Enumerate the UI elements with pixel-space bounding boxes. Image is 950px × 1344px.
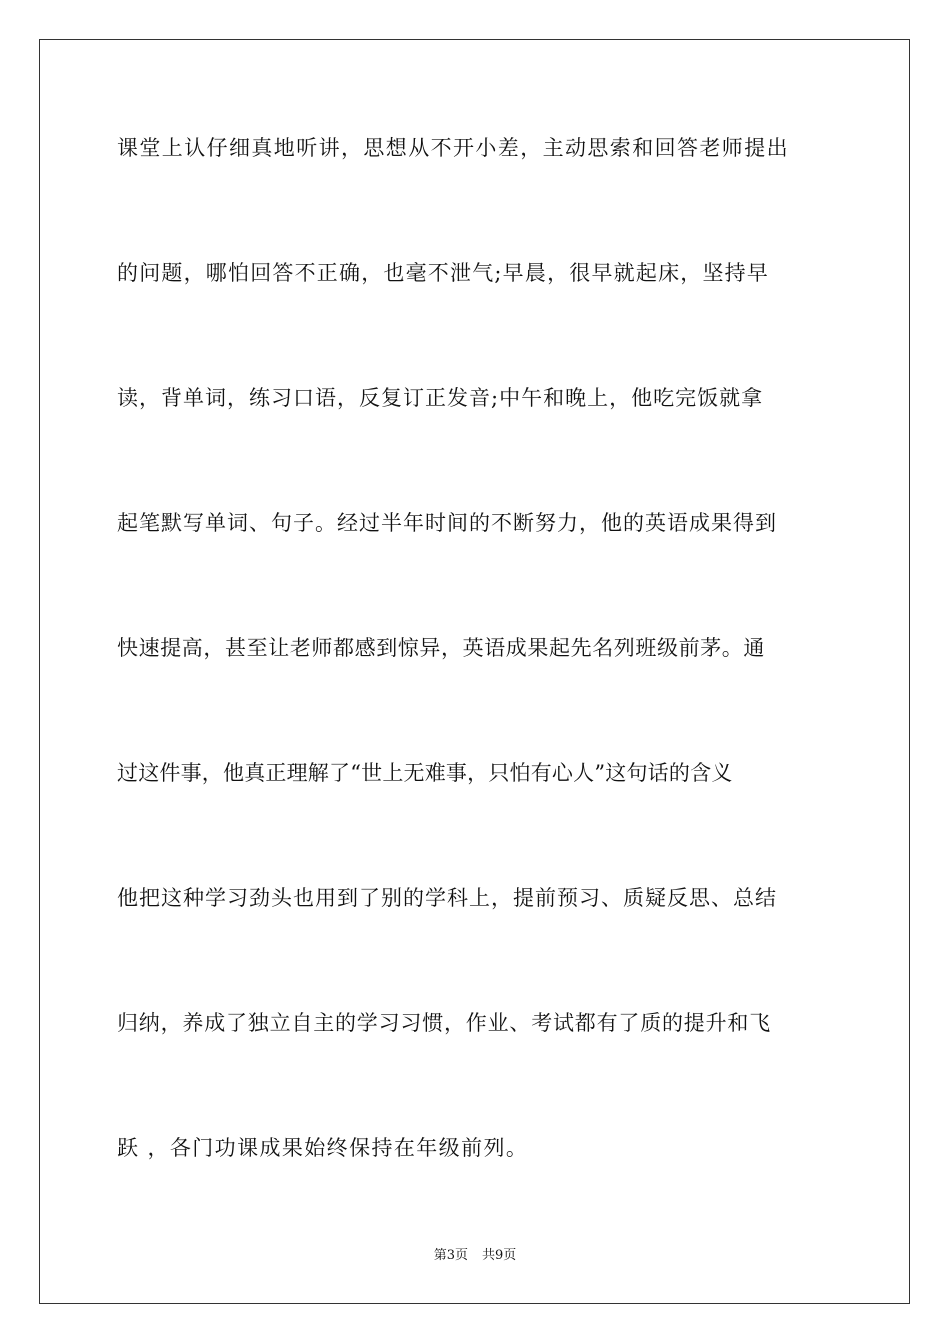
paragraph-line: 的问题，哪怕回答不正确，也毫不泄气;早晨，很早就起床，坚持早 bbox=[117, 261, 770, 285]
paragraph-line: 跃 ，各门功课成果始终保持在年级前列。 bbox=[117, 1136, 529, 1160]
paragraph-line: 起笔默写单词、句子。经过半年时间的不断努力，他的英语成果得到 bbox=[117, 511, 777, 535]
paragraph-line: 课堂上认仔细真地听讲，思想从不开小差，主动思索和回答老师提出 bbox=[117, 136, 789, 160]
paragraph-line: 读，背单词，练习口语，反复订正发音;中午和晚上，他吃完饭就拿 bbox=[117, 386, 764, 410]
paragraph-line: 过这件事，他真正理解了“世上无难事，只怕有心人”这句话的含义 bbox=[117, 761, 733, 785]
page-number-current: 第3页 bbox=[433, 1248, 468, 1263]
page-footer bbox=[0, 1248, 950, 1264]
paragraph-line: 快速提高，甚至让老师都感到惊异，英语成果起先名列班级前茅。通 bbox=[117, 636, 765, 660]
paragraph-line: 他把这种学习劲头也用到了别的学科上，提前预习、质疑反思、总结 bbox=[117, 886, 777, 910]
page-number-total: 共9页 bbox=[482, 1248, 517, 1263]
page-border bbox=[39, 39, 910, 1304]
paragraph-line: 归纳，养成了独立自主的学习习惯，作业、考试都有了质的提升和飞 bbox=[117, 1011, 771, 1035]
